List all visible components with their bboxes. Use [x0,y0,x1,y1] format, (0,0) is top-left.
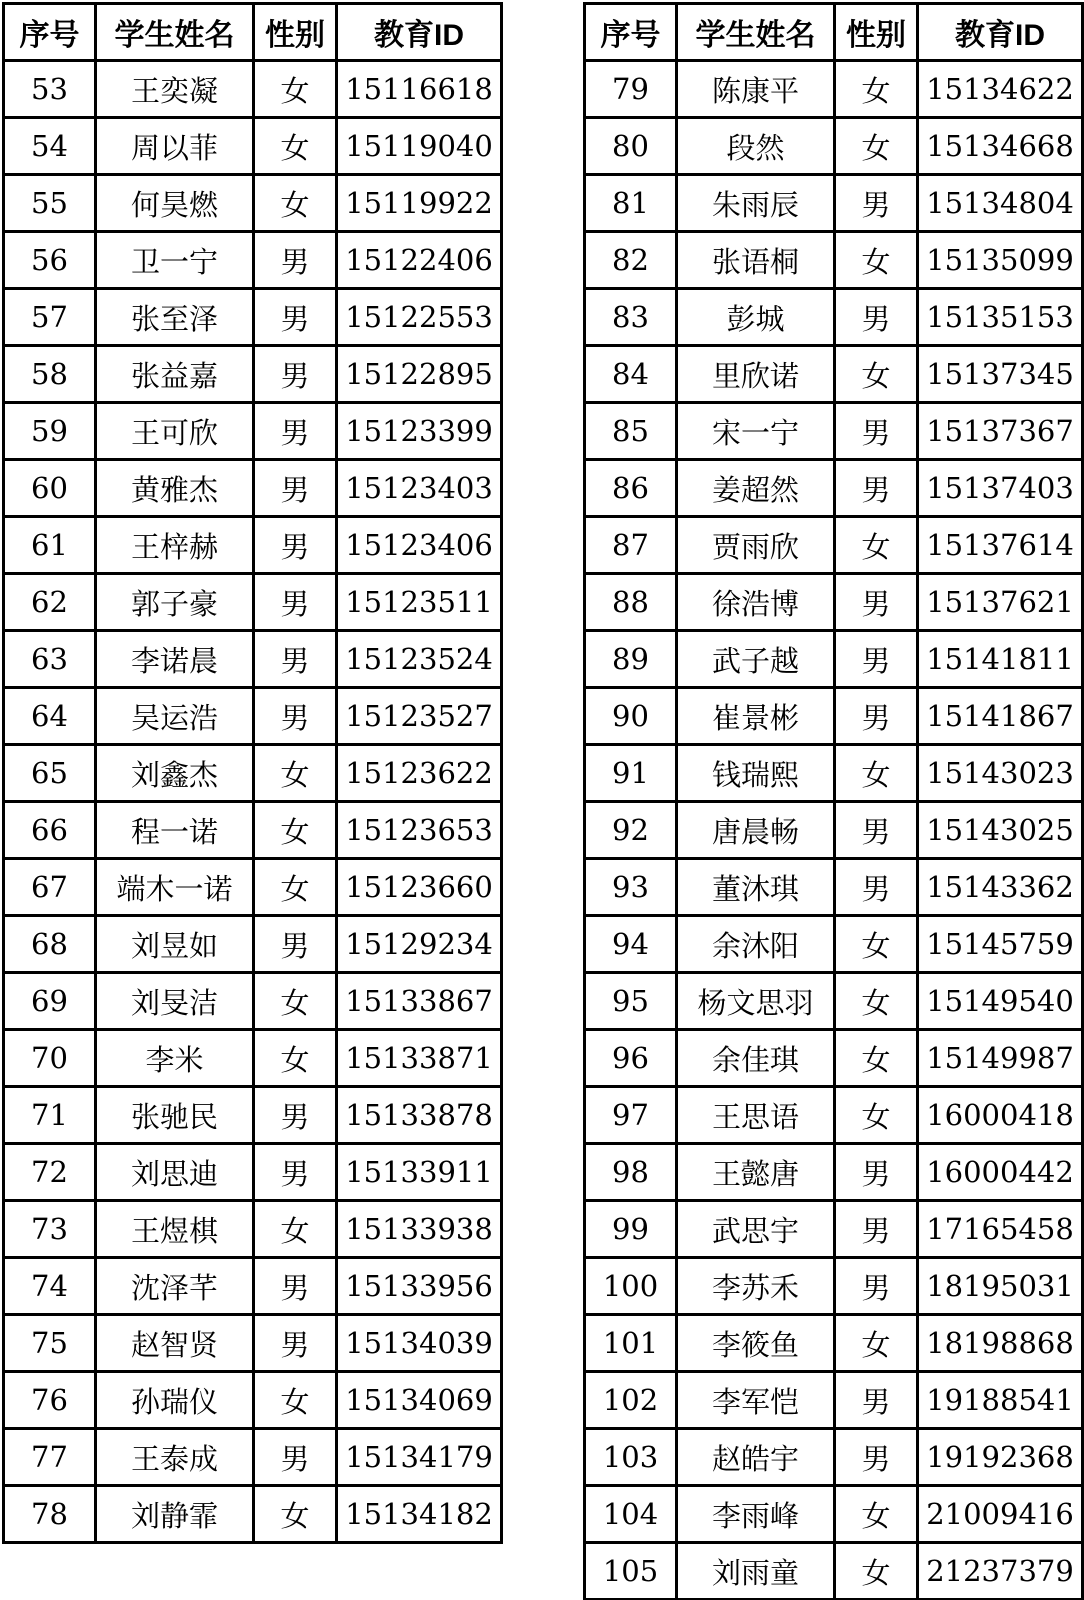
row-index: 89 [585,631,677,688]
row-index: 90 [585,688,677,745]
row-index: 64 [4,688,96,745]
gender: 女 [835,118,918,175]
row-index: 91 [585,745,677,802]
row-index: 82 [585,232,677,289]
row-index: 101 [585,1315,677,1372]
gender: 男 [835,1429,918,1486]
student-name: 沈泽芊 [96,1258,254,1315]
student-name: 王梓赫 [96,517,254,574]
student-name: 李米 [96,1030,254,1087]
gender: 女 [254,175,337,232]
student-name: 刘旻洁 [96,973,254,1030]
gender: 女 [254,118,337,175]
student-name: 武思宇 [677,1201,835,1258]
student-name: 周以菲 [96,118,254,175]
gender: 男 [835,289,918,346]
education-id: 15119922 [337,175,502,232]
row-index: 71 [4,1087,96,1144]
student-name: 刘雨童 [677,1543,835,1600]
table-body-right [585,61,1083,1600]
education-id: 15135099 [918,232,1083,289]
education-id: 15133871 [337,1030,502,1087]
education-id: 15135153 [918,289,1083,346]
gender: 女 [835,1543,918,1600]
student-name: 刘鑫杰 [96,745,254,802]
education-id: 15133878 [337,1087,502,1144]
education-id: 15133956 [337,1258,502,1315]
table-row [4,631,502,688]
student-name: 李雨峰 [677,1486,835,1543]
gender: 女 [254,802,337,859]
education-id: 15137403 [918,460,1083,517]
column-header-gender: 性别 [835,4,918,61]
gender: 男 [254,1087,337,1144]
gender: 女 [835,1087,918,1144]
student-name: 王可欣 [96,403,254,460]
student-name: 刘静霏 [96,1486,254,1543]
gender: 男 [254,916,337,973]
student-name: 徐浩博 [677,574,835,631]
education-id: 18195031 [918,1258,1083,1315]
student-name: 张语桐 [677,232,835,289]
student-name: 何昊燃 [96,175,254,232]
gender: 女 [254,1372,337,1429]
gender: 男 [835,460,918,517]
row-index: 85 [585,403,677,460]
table-row [4,232,502,289]
student-name: 杨文思羽 [677,973,835,1030]
gender: 女 [835,1315,918,1372]
student-name: 余沐阳 [677,916,835,973]
student-table-right [583,2,1084,1600]
table-row [4,289,502,346]
row-index: 58 [4,346,96,403]
gender: 女 [835,745,918,802]
education-id: 21009416 [918,1486,1083,1543]
row-index: 100 [585,1258,677,1315]
student-name: 李诺晨 [96,631,254,688]
student-name: 赵皓宇 [677,1429,835,1486]
education-id: 19192368 [918,1429,1083,1486]
gender: 男 [254,346,337,403]
table-row [585,403,1083,460]
gender: 男 [835,859,918,916]
gender: 男 [254,1315,337,1372]
gender: 男 [254,688,337,745]
table-row [4,1429,502,1486]
row-index: 68 [4,916,96,973]
gender: 男 [254,403,337,460]
gender: 女 [835,61,918,118]
education-id: 15133867 [337,973,502,1030]
gender: 男 [254,289,337,346]
student-name: 黄雅杰 [96,460,254,517]
student-name: 姜超然 [677,460,835,517]
education-id: 15134182 [337,1486,502,1543]
education-id: 16000418 [918,1087,1083,1144]
table-row [4,118,502,175]
table-row [4,859,502,916]
table-row [4,403,502,460]
student-name: 王思语 [677,1087,835,1144]
row-index: 87 [585,517,677,574]
table-row [585,175,1083,232]
table-row [4,175,502,232]
education-id: 15145759 [918,916,1083,973]
table-row [585,460,1083,517]
education-id: 15141811 [918,631,1083,688]
student-name: 朱雨辰 [677,175,835,232]
row-index: 61 [4,517,96,574]
row-index: 67 [4,859,96,916]
row-index: 81 [585,175,677,232]
education-id: 15129234 [337,916,502,973]
student-name: 张益嘉 [96,346,254,403]
education-id: 15137345 [918,346,1083,403]
row-index: 55 [4,175,96,232]
table-row [585,916,1083,973]
gender: 女 [254,61,337,118]
education-id: 15122895 [337,346,502,403]
row-index: 97 [585,1087,677,1144]
education-id: 15143362 [918,859,1083,916]
table-row [585,574,1083,631]
column-header-index: 序号 [585,4,677,61]
gender: 男 [835,403,918,460]
student-name: 王奕凝 [96,61,254,118]
student-name: 唐晨畅 [677,802,835,859]
table-row [4,1486,502,1543]
education-id: 15134804 [918,175,1083,232]
education-id: 15134039 [337,1315,502,1372]
table-row [585,1543,1083,1600]
row-index: 98 [585,1144,677,1201]
row-index: 57 [4,289,96,346]
row-index: 95 [585,973,677,1030]
student-name: 刘思迪 [96,1144,254,1201]
gender: 女 [254,1030,337,1087]
education-id: 17165458 [918,1201,1083,1258]
gender: 男 [254,1258,337,1315]
table-row [4,1315,502,1372]
education-id: 15133938 [337,1201,502,1258]
row-index: 86 [585,460,677,517]
row-index: 74 [4,1258,96,1315]
student-name: 王懿唐 [677,1144,835,1201]
gender: 男 [254,460,337,517]
column-header-education-id: 教育ID [918,4,1083,61]
table-row [585,1087,1083,1144]
row-index: 54 [4,118,96,175]
table-row [4,346,502,403]
table-row [4,802,502,859]
row-index: 72 [4,1144,96,1201]
gender: 女 [835,973,918,1030]
education-id: 15123653 [337,802,502,859]
gender: 女 [254,859,337,916]
student-name: 王煜棋 [96,1201,254,1258]
table-row [4,1087,502,1144]
table-row [4,1372,502,1429]
education-id: 15123660 [337,859,502,916]
table-row [4,61,502,118]
education-id: 15123622 [337,745,502,802]
education-id: 15123399 [337,403,502,460]
table-row [585,1486,1083,1543]
row-index: 99 [585,1201,677,1258]
table-row [4,916,502,973]
education-id: 15137614 [918,517,1083,574]
gender: 男 [835,631,918,688]
student-name: 武子越 [677,631,835,688]
student-name: 卫一宁 [96,232,254,289]
table-row [585,1429,1083,1486]
row-index: 78 [4,1486,96,1543]
row-index: 93 [585,859,677,916]
column-header-student-name: 学生姓名 [96,4,254,61]
education-id: 15122406 [337,232,502,289]
row-index: 53 [4,61,96,118]
table-row [4,1144,502,1201]
education-id: 15149987 [918,1030,1083,1087]
table-row [4,973,502,1030]
row-index: 96 [585,1030,677,1087]
table-row [4,1201,502,1258]
student-name: 崔景彬 [677,688,835,745]
table-row [585,289,1083,346]
gender: 女 [835,916,918,973]
table-row [585,232,1083,289]
student-name: 端木一诺 [96,859,254,916]
gender: 男 [835,1201,918,1258]
column-header-education-id: 教育ID [337,4,502,61]
row-index: 56 [4,232,96,289]
row-index: 84 [585,346,677,403]
student-name: 里欣诺 [677,346,835,403]
education-id: 19188541 [918,1372,1083,1429]
column-header-student-name: 学生姓名 [677,4,835,61]
education-id: 15134069 [337,1372,502,1429]
row-index: 62 [4,574,96,631]
row-index: 60 [4,460,96,517]
table-row [585,688,1083,745]
row-index: 77 [4,1429,96,1486]
gender: 男 [835,175,918,232]
table-row [585,1144,1083,1201]
student-name: 郭子豪 [96,574,254,631]
student-name: 吴运浩 [96,688,254,745]
gender: 女 [254,745,337,802]
education-id: 15137367 [918,403,1083,460]
row-index: 92 [585,802,677,859]
student-name: 钱瑞熙 [677,745,835,802]
education-id: 15143023 [918,745,1083,802]
row-index: 94 [585,916,677,973]
row-index: 65 [4,745,96,802]
table-row [585,1372,1083,1429]
table-row [585,346,1083,403]
row-index: 70 [4,1030,96,1087]
table-row [585,1201,1083,1258]
student-name: 贾雨欣 [677,517,835,574]
table-row [4,1258,502,1315]
table-row [585,631,1083,688]
education-id: 15119040 [337,118,502,175]
student-name: 张至泽 [96,289,254,346]
table-row [585,61,1083,118]
row-index: 105 [585,1543,677,1600]
gender: 男 [835,802,918,859]
table-row [4,460,502,517]
education-id: 15134179 [337,1429,502,1486]
student-name: 段然 [677,118,835,175]
gender: 女 [835,517,918,574]
table-row [585,973,1083,1030]
row-index: 76 [4,1372,96,1429]
student-name: 李筱鱼 [677,1315,835,1372]
education-id: 15134622 [918,61,1083,118]
gender: 男 [254,517,337,574]
student-name: 王泰成 [96,1429,254,1486]
table-row [585,1315,1083,1372]
education-id: 15134668 [918,118,1083,175]
row-index: 69 [4,973,96,1030]
table-body-left [4,61,502,1543]
gender: 男 [254,1144,337,1201]
education-id: 15133911 [337,1144,502,1201]
table-header-row-right [585,4,1083,61]
gender: 女 [254,1201,337,1258]
education-id: 15116618 [337,61,502,118]
gender: 男 [254,232,337,289]
gender: 女 [254,1486,337,1543]
education-id: 18198868 [918,1315,1083,1372]
row-index: 66 [4,802,96,859]
education-id: 15122553 [337,289,502,346]
education-id: 15123406 [337,517,502,574]
education-id: 21237379 [918,1543,1083,1600]
row-index: 83 [585,289,677,346]
student-name: 陈康平 [677,61,835,118]
student-name: 孙瑞仪 [96,1372,254,1429]
education-id: 15137621 [918,574,1083,631]
gender: 男 [835,1258,918,1315]
student-name: 李苏禾 [677,1258,835,1315]
gender: 女 [835,1486,918,1543]
education-id: 15143025 [918,802,1083,859]
gender: 男 [835,1144,918,1201]
gender: 男 [254,631,337,688]
gender: 男 [835,574,918,631]
row-index: 88 [585,574,677,631]
education-id: 15123403 [337,460,502,517]
education-id: 15149540 [918,973,1083,1030]
table-row [585,1030,1083,1087]
gender: 男 [254,574,337,631]
gender: 男 [835,1372,918,1429]
row-index: 73 [4,1201,96,1258]
row-index: 103 [585,1429,677,1486]
gender: 女 [835,346,918,403]
table-row [585,802,1083,859]
row-index: 80 [585,118,677,175]
gender: 女 [254,973,337,1030]
table-row [585,859,1083,916]
row-index: 59 [4,403,96,460]
gender: 女 [835,1030,918,1087]
student-name: 余佳琪 [677,1030,835,1087]
table-row [585,118,1083,175]
gender: 男 [835,688,918,745]
table-row [4,574,502,631]
education-id: 15123527 [337,688,502,745]
row-index: 104 [585,1486,677,1543]
table-row [585,517,1083,574]
table-row [585,1258,1083,1315]
row-index: 63 [4,631,96,688]
row-index: 79 [585,61,677,118]
row-index: 102 [585,1372,677,1429]
table-row [4,745,502,802]
student-name: 程一诺 [96,802,254,859]
table-header-row-left [4,4,502,61]
education-id: 15123524 [337,631,502,688]
student-name: 刘昱如 [96,916,254,973]
table-row [4,688,502,745]
student-name: 彭城 [677,289,835,346]
gender: 男 [254,1429,337,1486]
table-row [4,1030,502,1087]
education-id: 16000442 [918,1144,1083,1201]
student-name: 李军恺 [677,1372,835,1429]
gender: 女 [835,232,918,289]
table-row [585,745,1083,802]
table-row [4,517,502,574]
student-name: 张驰民 [96,1087,254,1144]
student-table-left [2,2,503,1544]
student-name: 赵智贤 [96,1315,254,1372]
education-id: 15123511 [337,574,502,631]
row-index: 75 [4,1315,96,1372]
education-id: 15141867 [918,688,1083,745]
student-name: 董沐琪 [677,859,835,916]
column-header-gender: 性别 [254,4,337,61]
column-header-index: 序号 [4,4,96,61]
student-name: 宋一宁 [677,403,835,460]
